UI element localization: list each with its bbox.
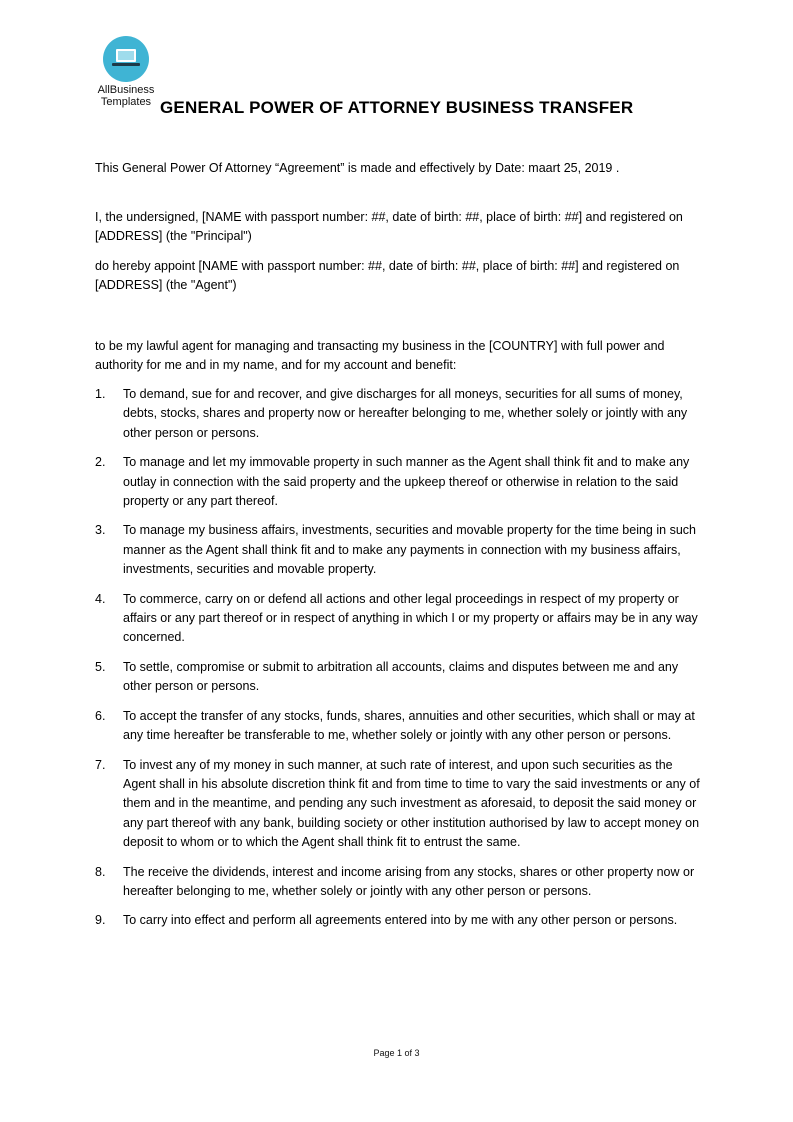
principal-paragraph: I, the undersigned, [NAME with passport number: ##, date of birth: ##, place of birth: ##] and registered on [ADDRESS] (the "Principal") [95,210,683,244]
page-number: Page 1 of 3 [373,1048,420,1058]
logo-text-line1: AllBusiness [97,84,155,96]
clause-list [95,385,705,941]
clause-text: To manage and let my immovable property in such manner as the Agent shall think fit and to make any outlay in connection with the said property and the upkeep thereof or otherwise in relation to the said property or any part thereof. [123,455,690,509]
clause-text: To manage my business affairs, investments, securities and movable property for the time being in such manner as the Agent shall think fit and to make any payments in connection with my business affairs, investments, securities and movable property. [123,523,696,577]
clause-item [95,385,705,443]
clause-item [95,863,705,902]
clause-text: To carry into effect and perform all agreements entered into by me with any other person or persons. [123,913,678,928]
clause-number: 6. [95,708,106,723]
clause-text: To invest any of my money in such manner, at such rate of interest, and upon such securities as the Agent shall in his absolute discretion think fit and from time to time to vary the said investments or any of them and in the meantime, and pending any such investment as aforesaid, to deposit the said money or any part thereof with any bank, building society or other institution authorised by law to accept money on deposit to whom or to which the Agent shall think fit to entrust the same. [123,757,700,850]
clause-item [95,911,705,930]
clause-text: To accept the transfer of any stocks, funds, shares, annuities and other securities, which shall or may at any time hereafter be transferable to me, whether solely or jointly with any other person or persons. [123,708,695,743]
clause-number: 7. [95,757,106,772]
clause-text: To settle, compromise or submit to arbitration all accounts, claims and disputes between me and any other person or persons. [123,659,679,694]
clause-item [95,521,705,579]
purpose-paragraph: to be my lawful agent for managing and transacting my business in the [COUNTRY] with full power and authority for me and in my name, and for my account and benefit: [95,339,665,373]
clause-item [95,453,705,511]
clause-item [95,756,705,853]
clause-number: 3. [95,523,106,538]
clause-item [95,658,705,697]
clause-text: To commerce, carry on or defend all actions and other legal proceedings in respect of my property or affairs or any part thereof or in respect of anything in which I or my property or affairs may be in any way concerned. [123,591,698,645]
document-title: GENERAL POWER OF ATTORNEY BUSINESS TRANSFER [160,98,634,117]
logo-text-line2: Templates [100,96,152,108]
intro-paragraph: This General Power Of Attorney “Agreement” is made and effectively by Date: maart 25, 2019 . [95,161,620,175]
clause-item [95,707,705,746]
clause-number: 8. [95,864,106,879]
clause-number: 2. [95,455,106,470]
clause-item [95,590,705,648]
clause-number: 4. [95,591,106,606]
appoint-paragraph: do hereby appoint [NAME with passport number: ##, date of birth: ##, place of birth: ##] and registered on [ADDRESS] (the "Agent") [95,259,680,293]
brand-logo [92,36,160,108]
clause-text: To demand, sue for and recover, and give discharges for all moneys, securities for all sums of money, debts, stocks, shares and property now or hereafter belonging to me, whether solely or jointly with any other person or persons. [123,387,688,440]
laptop-icon [103,36,149,82]
clause-number: 9. [95,913,106,928]
clause-number: 5. [95,659,106,674]
clause-number: 1. [95,387,106,401]
clause-text: The receive the dividends, interest and income arising from any stocks, shares or other property now or hereafter belonging to me, whether solely or jointly with any other person or persons. [123,864,695,898]
